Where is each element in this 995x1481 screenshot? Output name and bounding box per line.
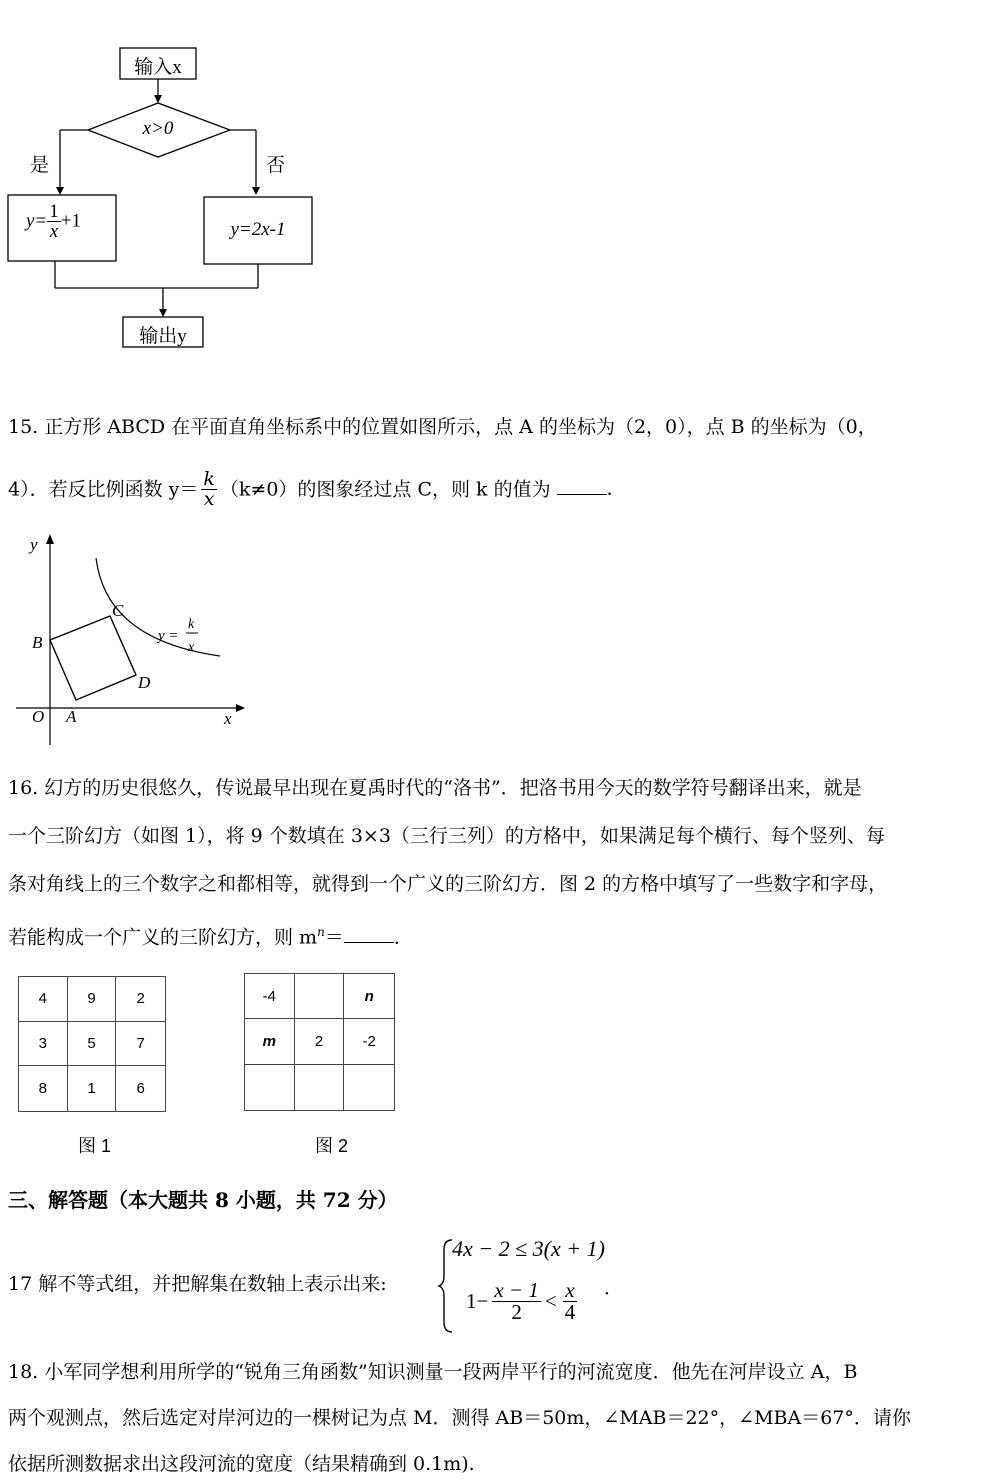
grid-cell: 3 (19, 1022, 68, 1067)
grid-cell: 1 (68, 1066, 117, 1111)
flowchart-left-formula: y= $\frac{1}{x}$ +1 (26, 201, 81, 242)
figure-2-caption: 图 2 (315, 1136, 349, 1156)
flowchart-output-label: 输出y (139, 326, 187, 347)
grid-cell (245, 1065, 295, 1110)
graph-point-D: D (138, 673, 151, 692)
grid-cell: 9 (68, 977, 117, 1022)
q17-inequality-2: 1− $\frac{x - 1}{2}$ < $\frac{x}{4}$ (466, 1278, 576, 1324)
graph-curve-den: x (188, 640, 195, 655)
grid-cell: n (344, 974, 394, 1019)
magic-square-1 (18, 976, 166, 1112)
grid-cell: 4 (19, 977, 68, 1022)
q18-line2: 两个观测点，然后选定对岸河边的一棵树记为点 M．测得 AB＝50m，∠MAB＝22°，∠MBA＝67°．请你 (8, 1407, 911, 1429)
flowchart-input-label: 输入x (134, 57, 182, 78)
magic-square-2 (244, 973, 395, 1111)
q15-answer-blank[interactable] (557, 476, 607, 495)
grid-cell (295, 974, 345, 1019)
grid-cell: 8 (19, 1066, 68, 1111)
grid-cell: 7 (116, 1022, 165, 1067)
flowchart-no-label: 否 (266, 155, 286, 176)
q16-line2: 一个三阶幻方（如图 1），将 9 个数填在 3×3（三行三列）的方格中，如果满足每个横行、每个竖列、每 (8, 825, 885, 847)
grid-cell: 5 (68, 1022, 117, 1067)
q18-line3: 依据所测数据求出这段河流的宽度（结果精确到 0.1m). (8, 1453, 475, 1475)
grid-cell (344, 1065, 394, 1110)
q16-line1: 16. 幻方的历史很悠久，传说最早出现在夏禹时代的“洛书”．把洛书用今天的数学符号翻译出来，就是 (8, 777, 862, 799)
graph-point-C: C (112, 601, 124, 620)
graph-curve-prefix: y = (158, 628, 179, 644)
graph-x-axis-label: x (224, 709, 232, 728)
graph-origin-label: O (32, 707, 45, 726)
q15-line1: 15. 正方形 ABCD 在平面直角坐标系中的位置如图所示，点 A 的坐标为（2，0），点 B 的坐标为（0， (8, 416, 877, 438)
flowchart-yes-label: 是 (30, 155, 50, 176)
grid-cell: 2 (116, 977, 165, 1022)
flowchart-condition-label: x>0 (142, 118, 174, 139)
q16-line3: 条对角线上的三个数字之和都相等，就得到一个广义的三阶幻方．图 2 的方格中填写了一些数字和字母， (8, 873, 888, 895)
q16-line4: 若能构成一个广义的三阶幻方，则 $m^n=$ ． (8, 925, 413, 949)
grid-cell: -2 (344, 1019, 394, 1064)
q15-graph (0, 530, 250, 750)
q15-line2: 4）．若反比例函数 y＝ $\frac{k}{x}$ （k≠0）的图象经过点 C，则 k 的值为 ． (8, 468, 626, 510)
q16-answer-blank[interactable] (344, 924, 394, 943)
q17-inequality-1: 4x − 2 ≤ 3(x + 1) (452, 1236, 605, 1261)
grid-cell (295, 1065, 345, 1110)
flowchart-right-formula: y=2x-1 (230, 219, 286, 240)
graph-point-B: B (32, 633, 43, 652)
section3-heading: 三、解答题（本大题共 8 小题，共 72 分） (8, 1188, 398, 1212)
graph-point-A: A (66, 707, 77, 726)
graph-y-axis-label: y (30, 535, 38, 554)
grid-cell: 2 (295, 1019, 345, 1064)
q18-line1: 18. 小军同学想利用所学的“锐角三角函数”知识测量一段两岸平行的河流宽度．他先在河岸设立 A，B (8, 1361, 858, 1383)
graph-curve-num: k (188, 617, 195, 632)
grid-cell: 6 (136, 1080, 145, 1098)
q17-end: ． (604, 1277, 624, 1299)
grid-cell: -4 (245, 974, 295, 1019)
figure-1-caption: 图 1 (78, 1136, 112, 1156)
q17-text: 17 解不等式组，并把解集在数轴上表示出来: (8, 1273, 387, 1295)
grid-cell: m (245, 1019, 295, 1064)
